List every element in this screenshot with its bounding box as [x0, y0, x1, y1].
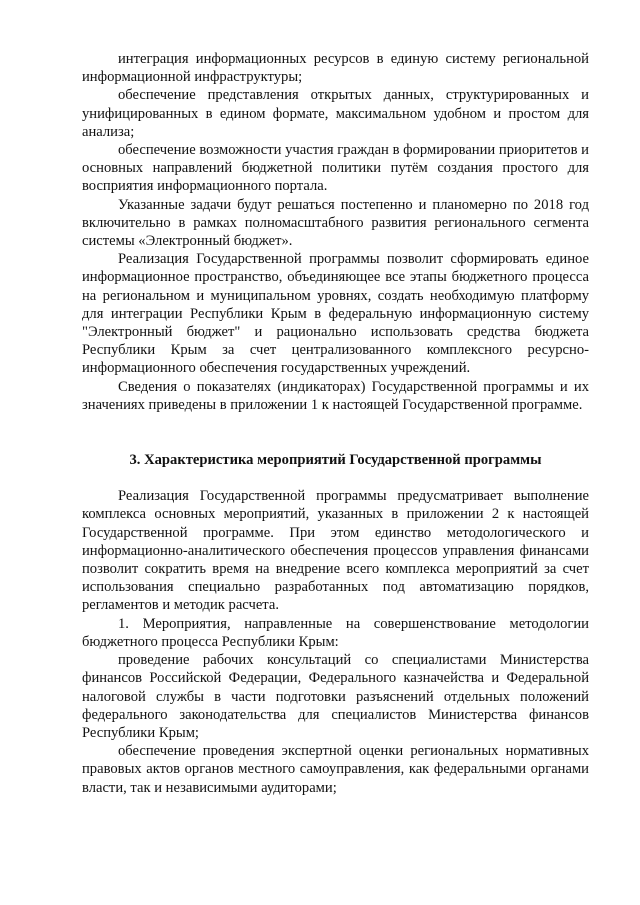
paragraph-indicators: Сведения о показателях (индикаторах) Государственной программы и их значениях приведены в приложении 1 к настоящей Государственной программе.	[82, 378, 589, 413]
paragraph-expert-assessment: обеспечение проведения экспертной оценки региональных нормативных правовых актов органов местного самоуправления, как федеральными органами власти, так и независимыми аудиторами;	[82, 743, 589, 796]
paragraph-program-implementation: Реализация Государственной программы позволит сформировать единое информационное пространство, объединяющее все этапы бюджетного процесса на региональном и муниципальном уровнях, создать необходимую платформу для интеграции Республики Крым в федеральную информационную систему "Электронный бюджет" и рационально использовать средства бюджета Республики Крым за счет централизованного комплексного ресурсно-информационного обеспечения государственных учреждений.	[82, 251, 589, 377]
paragraph-open-data: обеспечение представления открытых данных, структурированных и унифицированных в едином формате, максимальном удобном и простом для анализа;	[82, 87, 589, 140]
paragraph-consultations: проведение рабочих консультаций со специалистами Министерства финансов Российской Федерации, Федерального казначейства и Федеральной налоговой службы в части подготовки разъяснений отдельных положений федерального законодательства для специалистов Министерства финансов Республики Крым;	[82, 652, 589, 741]
section-spacer	[82, 414, 589, 451]
paragraph-tasks-timeline: Указанные задачи будут решаться постепенно и планомерно по 2018 год включительно в рамках полномасштабного развития регионального сегмента системы «Электронный бюджет».	[82, 196, 589, 250]
paragraph-methodology-item: 1. Мероприятия, направленные на совершенствование методологии бюджетного процесса Республики Крым:	[82, 615, 589, 650]
paragraph-integration: интеграция информационных ресурсов в единую систему региональной информационной инфраструктуры;	[82, 51, 589, 86]
document-body	[82, 50, 589, 797]
paragraph-citizen-participation: обеспечение возможности участия граждан в формировании приоритетов и основных направлений бюджетной политики путём создания простого для восприятия информационного портала.	[82, 142, 589, 195]
section-heading: 3. Характеристика мероприятий Государственной программы	[129, 452, 542, 469]
paragraph-activities-overview: Реализация Государственной программы предусматривает выполнение комплекса основных мероприятий, указанных в приложении 2 к настоящей Государственной программе. При этом единство методологического и информационно-аналитического обеспечения процессов управления финансами позволит сократить время на внедрение всего комплекса мероприятий за счет использования специально разработанных под автоматизацию порядков, регламентов и методик расчета.	[82, 488, 589, 614]
